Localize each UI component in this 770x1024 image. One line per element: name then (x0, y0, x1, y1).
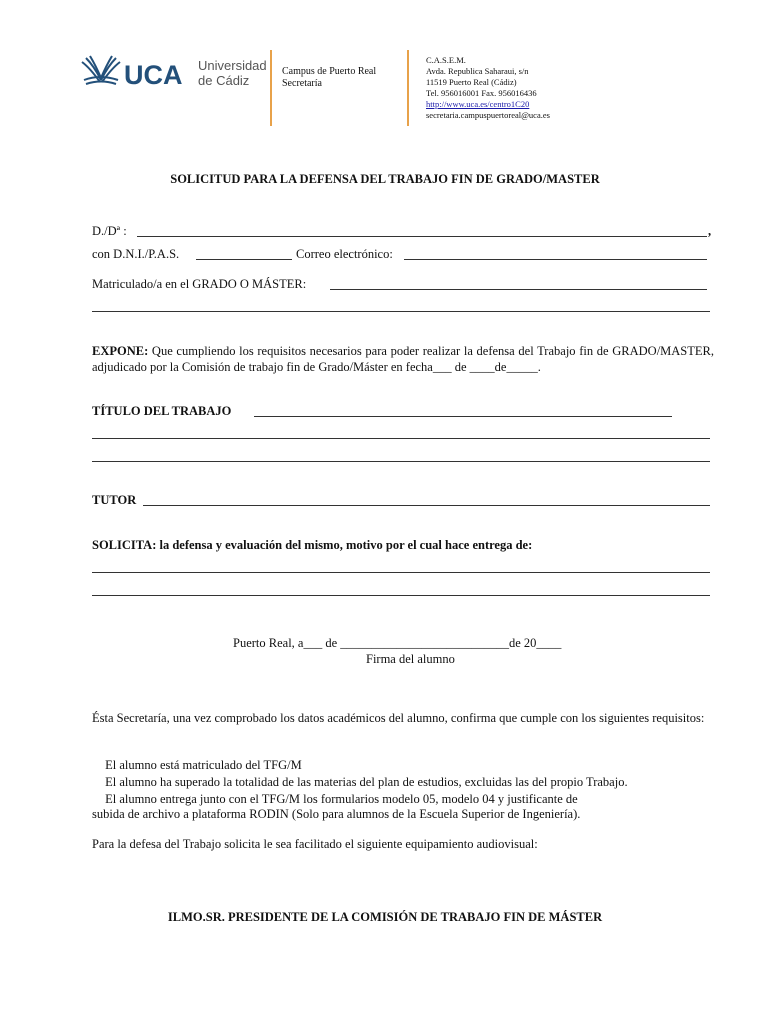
dd-end: , (708, 224, 712, 238)
req-item-2: El alumno ha superado la totalidad de las materias del plan de estudios, excluidas las del propio Trabajo. (105, 775, 628, 789)
titulo-label: TÍTULO DEL TRABAJO (92, 404, 232, 418)
dd-label: D./Dª : (92, 224, 127, 238)
contact-block (426, 55, 550, 121)
university-name: Universidad de Cádiz (198, 58, 267, 88)
req-item-1: El alumno está matriculado del TFG/M (105, 758, 302, 772)
matric-field-2[interactable] (92, 311, 710, 312)
tutor-label: TUTOR (92, 493, 137, 507)
contact-city: 11519 Puerto Real (Cádiz) (426, 77, 517, 87)
tutor-field[interactable] (143, 505, 710, 506)
dni-field[interactable] (196, 259, 292, 260)
campus-name: Campus de Puerto Real (282, 66, 377, 77)
expone-label: EXPONE: (92, 344, 149, 358)
solicita-field-2[interactable] (92, 595, 710, 596)
titulo-field[interactable] (254, 416, 672, 417)
uca-logo (80, 52, 280, 124)
dni-label: con D.N.I./P.A.S. (92, 247, 180, 261)
equipment-request: Para la defesa del Trabajo solicita le sea facilitado el siguiente equipamiento audiovisual: (92, 837, 538, 851)
department-name: Secretaría (282, 78, 322, 89)
email-label: Correo electrónico: (296, 247, 393, 261)
contact-name: C.A.S.E.M. (426, 55, 466, 65)
dd-field[interactable] (137, 236, 707, 237)
solicita-field[interactable] (92, 572, 710, 573)
matric-field[interactable] (330, 289, 707, 290)
uca-emblem-icon (80, 52, 122, 88)
secretaria-intro: Ésta Secretaría, una vez comprobado los datos académicos del alumno, confirma que cumple con los siguientes requisitos: (92, 711, 705, 725)
contact-address: Avda. Republica Saharaui, s/n (426, 66, 529, 76)
campus-block (282, 66, 376, 90)
expone-paragraph (92, 343, 714, 375)
logo-text: UCA (124, 60, 183, 90)
req-item-3-cont: subida de archivo a plataforma RODIN (Solo para alumnos de la Escuela Superior de Ingeniería). (92, 807, 581, 821)
place-date: Puerto Real, a___ de ___________________________de 20____ (233, 636, 562, 650)
contact-email: secretaria.campuspuertoreal@uca.es (426, 110, 550, 120)
expone-text: Que cumpliendo los requisitos necesarios para poder realizar la defensa del Trabajo fin de GRADO/MASTER, adjudicado por la Comisión de trabajo fin de Grado/Máster en fecha___ de ____de_____. (92, 344, 714, 374)
email-field[interactable] (404, 259, 707, 260)
titulo-field-2[interactable] (92, 438, 710, 439)
req-item-3: El alumno entrega junto con el TFG/M los formularios modelo 05, modelo 04 y justificante de (105, 792, 578, 806)
addressee: ILMO.SR. PRESIDENTE DE LA COMISIÓN DE TRABAJO FIN DE MÁSTER (167, 910, 603, 924)
contact-url-link[interactable]: http://www.uca.es/centro1C20 (426, 99, 530, 109)
contact-phone: Tel. 956016001 Fax. 956016436 (426, 88, 537, 98)
solicita-text: la defensa y evaluación del mismo, motivo por el cual hace entrega de: (156, 538, 533, 552)
solicita-line (92, 537, 532, 553)
form-title: SOLICITUD PARA LA DEFENSA DEL TRABAJO FIN DE GRADO/MASTER (170, 172, 600, 186)
header-divider-2 (407, 50, 409, 126)
matric-label: Matriculado/a en el GRADO O MÁSTER: (92, 277, 307, 291)
titulo-field-3[interactable] (92, 461, 710, 462)
solicita-label: SOLICITA: (92, 538, 157, 552)
header-divider-1 (270, 50, 272, 126)
signature-label: Firma del alumno (366, 652, 455, 666)
